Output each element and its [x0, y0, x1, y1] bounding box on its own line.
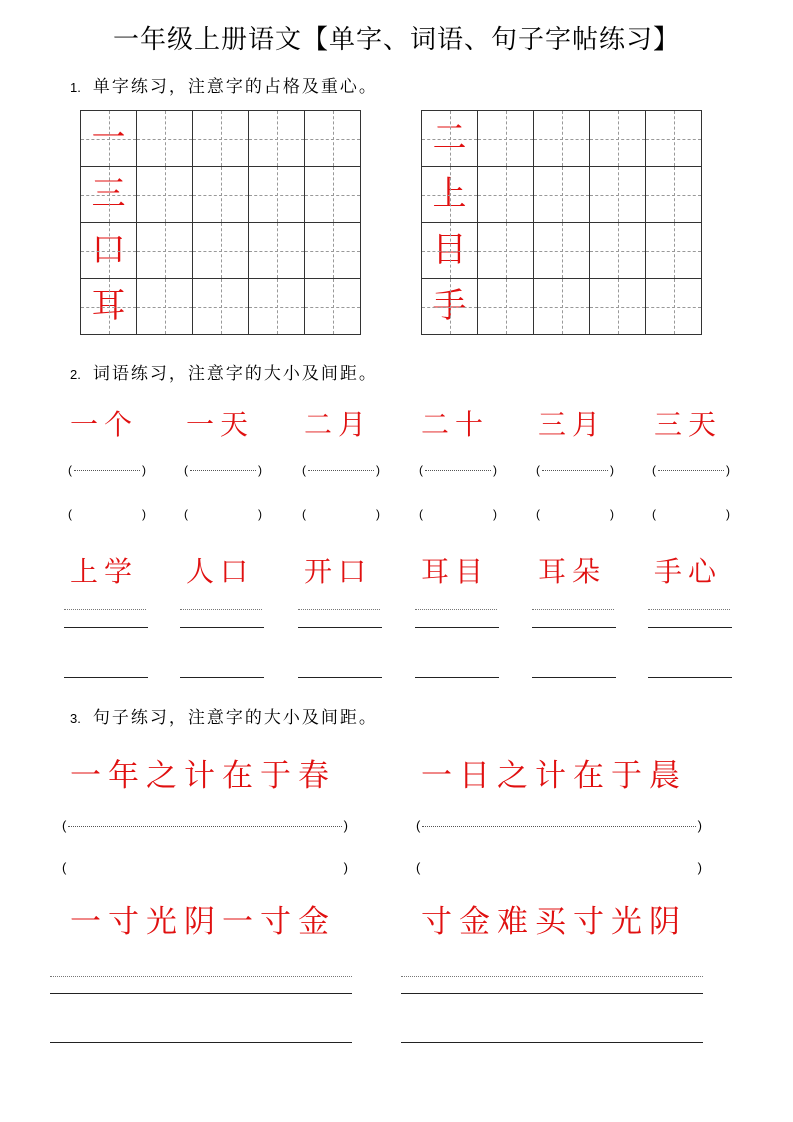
- grid-cell[interactable]: [646, 111, 702, 167]
- writing-line[interactable]: [401, 1042, 703, 1043]
- paren-open: (: [419, 463, 423, 477]
- grid-cell[interactable]: [137, 279, 193, 335]
- word: 三天: [654, 408, 723, 441]
- writing-line[interactable]: [415, 627, 499, 628]
- paren-open: (: [184, 463, 188, 477]
- writing-line[interactable]: [648, 627, 732, 628]
- grid-cell[interactable]: [478, 167, 534, 223]
- paren-open: (: [416, 818, 421, 833]
- writing-line[interactable]: [401, 993, 703, 994]
- word: 手心: [654, 555, 723, 588]
- word: 开口: [304, 555, 373, 588]
- grid-char: 手: [422, 279, 478, 335]
- section1-number: 1.: [70, 80, 81, 95]
- paren-close: ): [697, 860, 702, 875]
- section2-heading: [70, 362, 378, 387]
- section3-number: 3.: [70, 711, 81, 726]
- grid-cell[interactable]: [590, 111, 646, 167]
- grid-cell[interactable]: [478, 111, 534, 167]
- writing-line[interactable]: [50, 1042, 352, 1043]
- word: 人口: [186, 555, 255, 588]
- paren-open: (: [184, 507, 188, 521]
- grid-char: 目: [422, 223, 478, 279]
- char-grid-left: [80, 110, 361, 335]
- writing-line[interactable]: [298, 627, 382, 628]
- grid-cell[interactable]: [249, 223, 305, 279]
- grid-cell[interactable]: [590, 223, 646, 279]
- grid-cell[interactable]: [193, 167, 249, 223]
- paren-close: ): [258, 463, 262, 477]
- paren-open: (: [68, 463, 72, 477]
- sentence: 一寸光阴一寸金: [70, 904, 336, 940]
- section1-heading: [70, 75, 378, 100]
- paren-close: ): [726, 463, 730, 477]
- grid-char: 耳: [81, 279, 137, 335]
- paren-close: ): [258, 507, 262, 521]
- grid-cell[interactable]: [193, 111, 249, 167]
- sentence: 一日之计在于晨: [421, 758, 687, 794]
- paren-open: (: [536, 463, 540, 477]
- guide-dotted-line: [298, 609, 380, 610]
- writing-line[interactable]: [532, 627, 616, 628]
- section2-number: 2.: [70, 367, 81, 382]
- grid-cell[interactable]: [137, 111, 193, 167]
- writing-line[interactable]: [180, 627, 264, 628]
- word: 耳朵: [538, 555, 607, 588]
- writing-line[interactable]: [648, 677, 732, 678]
- paren-open: (: [652, 463, 656, 477]
- paren-close: ): [142, 463, 146, 477]
- grid-cell[interactable]: [193, 279, 249, 335]
- grid-cell[interactable]: [478, 279, 534, 335]
- writing-line[interactable]: [50, 993, 352, 994]
- writing-line[interactable]: [180, 677, 264, 678]
- paren-close: ): [697, 818, 702, 833]
- grid-cell[interactable]: [193, 223, 249, 279]
- word: 一个: [70, 408, 139, 441]
- char-grid-right: [421, 110, 702, 335]
- writing-line[interactable]: [298, 677, 382, 678]
- word: 一天: [186, 408, 255, 441]
- word: 二十: [421, 408, 490, 441]
- paren-close: ): [610, 463, 614, 477]
- page-title: 一年级上册语文【单字、词语、句子字帖练习】: [112, 25, 680, 55]
- paren-close: ): [376, 463, 380, 477]
- section3-heading: [70, 706, 378, 731]
- grid-cell[interactable]: [534, 279, 590, 335]
- writing-line[interactable]: [64, 677, 148, 678]
- paren-close: ): [343, 860, 348, 875]
- grid-cell[interactable]: [305, 111, 361, 167]
- paren-open: (: [416, 860, 421, 875]
- section1-heading-text: 单字练习，注意字的占格及重心。: [92, 77, 378, 97]
- grid-char: 上: [422, 167, 478, 223]
- guide-dotted-line: [415, 609, 497, 610]
- word: 三月: [538, 408, 607, 441]
- guide-dotted-line: [401, 976, 703, 977]
- grid-cell[interactable]: [305, 223, 361, 279]
- grid-char: 口: [81, 223, 137, 279]
- guide-dotted-line: [50, 976, 352, 977]
- sentence: 寸金难买寸光阴: [421, 904, 687, 940]
- paren-open: (: [536, 507, 540, 521]
- writing-line[interactable]: [64, 627, 148, 628]
- paren-open: (: [62, 818, 67, 833]
- paren-close: ): [493, 507, 497, 521]
- writing-line[interactable]: [415, 677, 499, 678]
- grid-cell[interactable]: [534, 167, 590, 223]
- grid-cell[interactable]: [305, 167, 361, 223]
- grid-cell[interactable]: [534, 223, 590, 279]
- section2-heading-text: 词语练习，注意字的大小及间距。: [92, 364, 378, 384]
- word: 耳目: [421, 555, 490, 588]
- section3-heading-text: 句子练习，注意字的大小及间距。: [92, 708, 378, 728]
- grid-char: 一: [81, 111, 137, 167]
- grid-char: 二: [422, 111, 478, 167]
- paren-close: ): [142, 507, 146, 521]
- grid-cell[interactable]: [137, 223, 193, 279]
- guide-dotted-line: [64, 609, 146, 610]
- sentence: 一年之计在于春: [70, 758, 336, 794]
- grid-cell[interactable]: [249, 279, 305, 335]
- paren-open: (: [68, 507, 72, 521]
- paren-close: ): [493, 463, 497, 477]
- grid-char: 三: [81, 167, 137, 223]
- grid-cell[interactable]: [646, 167, 702, 223]
- grid-cell[interactable]: [590, 279, 646, 335]
- paren-open: (: [62, 860, 67, 875]
- paren-open: (: [302, 463, 306, 477]
- paren-open: (: [302, 507, 306, 521]
- guide-dotted-line: [180, 609, 262, 610]
- grid-cell[interactable]: [305, 279, 361, 335]
- paren-close: ): [726, 507, 730, 521]
- paren-close: ): [343, 818, 348, 833]
- grid-cell[interactable]: [249, 111, 305, 167]
- guide-dotted-line: [648, 609, 730, 610]
- grid-cell[interactable]: [590, 167, 646, 223]
- grid-cell[interactable]: [249, 167, 305, 223]
- grid-cell[interactable]: [646, 279, 702, 335]
- writing-line[interactable]: [532, 677, 616, 678]
- paren-close: ): [376, 507, 380, 521]
- word: 上学: [70, 555, 139, 588]
- paren-open: (: [652, 507, 656, 521]
- paren-close: ): [610, 507, 614, 521]
- grid-cell[interactable]: [478, 223, 534, 279]
- grid-cell[interactable]: [137, 167, 193, 223]
- grid-cell[interactable]: [534, 111, 590, 167]
- word: 二月: [304, 408, 373, 441]
- guide-dotted-line: [532, 609, 614, 610]
- grid-cell[interactable]: [646, 223, 702, 279]
- paren-open: (: [419, 507, 423, 521]
